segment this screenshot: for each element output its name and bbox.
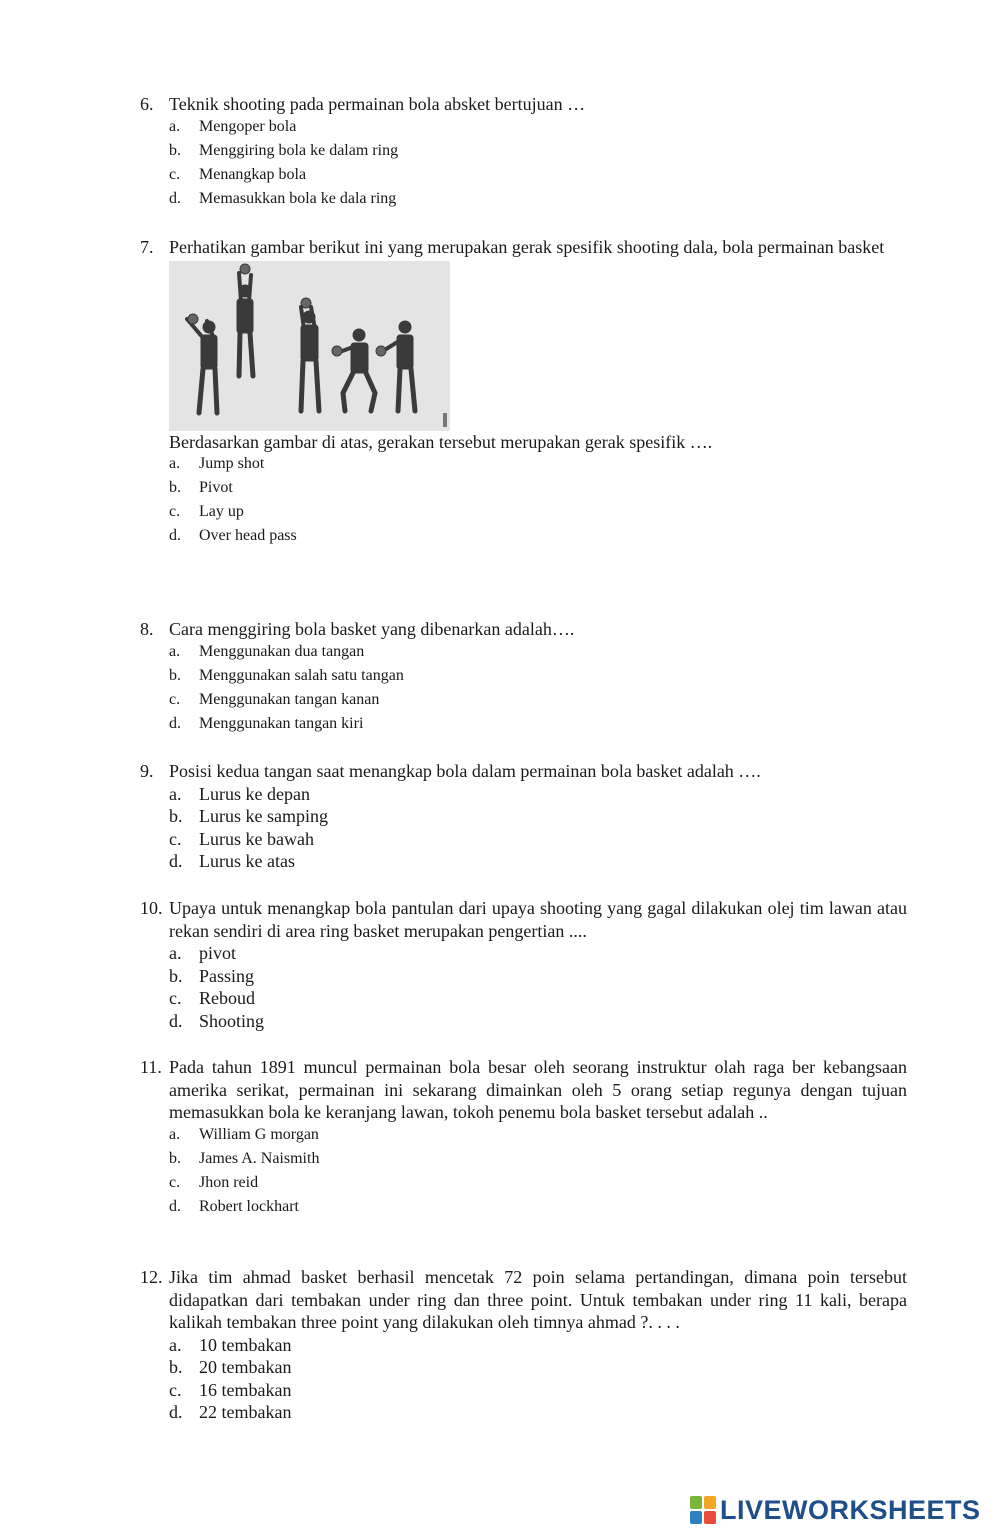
option-d[interactable] xyxy=(169,1010,907,1033)
option-c[interactable] xyxy=(169,1379,907,1402)
option-text: Mengoper bola xyxy=(199,117,297,135)
liveworksheets-logo[interactable] xyxy=(690,1494,981,1526)
question-header xyxy=(140,1266,907,1334)
option-letter: b. xyxy=(169,478,181,496)
option-a[interactable] xyxy=(169,116,907,140)
option-text: 10 tembakan xyxy=(199,1334,292,1355)
question-header xyxy=(140,1056,907,1124)
option-letter: d. xyxy=(169,526,181,544)
option-text: Lurus ke depan xyxy=(199,783,310,804)
option-text: Pivot xyxy=(199,478,233,496)
question-header xyxy=(140,236,907,259)
option-letter: d. xyxy=(169,1197,181,1215)
options-list xyxy=(140,783,907,873)
option-d[interactable] xyxy=(169,525,907,549)
option-letter: a. xyxy=(169,783,182,804)
question-header xyxy=(140,618,907,641)
option-text: 20 tembakan xyxy=(199,1357,292,1377)
question-text: Cara menggiring bola basket yang dibenarkan adalah…. xyxy=(169,619,575,639)
question-text: Upaya untuk menangkap bola pantulan dari upaya shooting yang gagal dilakukan olej tim lawan atau rekan sendiri di area ring basket merupakan pengertian .... xyxy=(169,898,907,941)
option-text: Jump shot xyxy=(199,454,265,472)
brand-name: LIVEWORKSHEETS xyxy=(720,1494,981,1525)
option-b[interactable] xyxy=(169,805,907,828)
question-7 xyxy=(140,236,907,549)
option-letter: c. xyxy=(169,502,181,520)
option-text: 16 tembakan xyxy=(199,1379,292,1400)
option-a[interactable] xyxy=(169,1124,907,1148)
option-letter: a. xyxy=(169,642,181,660)
question-text: Posisi kedua tangan saat menangkap bola dalam permainan bola basket adalah …. xyxy=(169,761,761,781)
option-c[interactable] xyxy=(169,689,907,713)
option-text: Passing xyxy=(199,965,255,986)
option-text: Menggunakan tangan kanan xyxy=(199,690,380,708)
question-11 xyxy=(140,1056,907,1220)
option-a[interactable] xyxy=(169,783,907,806)
option-c[interactable] xyxy=(169,164,907,188)
option-letter: d. xyxy=(169,1402,183,1422)
option-letter: c. xyxy=(169,988,182,1008)
option-letter: c. xyxy=(169,1173,181,1191)
question-number: 7. xyxy=(140,237,154,257)
option-letter: a. xyxy=(169,1334,182,1355)
option-letter: d. xyxy=(169,851,183,871)
option-text: Jhon reid xyxy=(199,1173,259,1191)
question-number: 6. xyxy=(140,94,154,114)
option-a[interactable] xyxy=(169,641,907,665)
option-d[interactable] xyxy=(169,1196,907,1220)
question-10 xyxy=(140,897,907,1032)
option-text: Reboud xyxy=(199,988,255,1008)
option-letter: d. xyxy=(169,189,181,207)
option-letter: a. xyxy=(169,117,181,135)
question-header xyxy=(140,93,907,116)
question-number: 11. xyxy=(140,1057,162,1077)
option-letter: b. xyxy=(169,806,183,826)
option-text: Menggunakan tangan kiri xyxy=(199,714,364,732)
option-letter: a. xyxy=(169,454,181,472)
question-number: 12. xyxy=(140,1267,163,1287)
option-d[interactable] xyxy=(169,850,907,873)
option-text: William G morgan xyxy=(199,1125,319,1143)
option-text: Menggiring bola ke dalam ring xyxy=(199,141,399,159)
option-letter: d. xyxy=(169,1010,183,1031)
options-list xyxy=(140,453,907,549)
question-text: Jika tim ahmad basket berhasil mencetak 72 poin selama pertandingan, dimana poin tersebut didapatkan dari tembakan under ring dan three point. Untuk tembakan under ring 11 kali, berapa kalikah tembakan three point yang dilakukan oleh timnya ahmad ?. . . . xyxy=(169,1267,907,1332)
option-b[interactable] xyxy=(169,665,907,689)
option-c[interactable] xyxy=(169,501,907,525)
question-number: 8. xyxy=(140,619,154,639)
option-a[interactable] xyxy=(169,453,907,477)
option-text: Over head pass xyxy=(199,526,297,544)
option-text: Lurus ke bawah xyxy=(199,828,314,849)
option-b[interactable] xyxy=(169,477,907,501)
option-text: Lurus ke samping xyxy=(199,806,328,826)
option-d[interactable] xyxy=(169,188,907,212)
question-header xyxy=(140,897,907,942)
basketball-shooting-figure xyxy=(169,261,450,431)
option-d[interactable] xyxy=(169,713,907,737)
option-text: Memasukkan bola ke dala ring xyxy=(199,189,397,207)
options-list xyxy=(140,641,907,737)
liveworksheets-logo-icon xyxy=(690,1496,716,1524)
option-letter: b. xyxy=(169,1149,181,1167)
option-b[interactable] xyxy=(169,965,907,988)
question-number: 10. xyxy=(140,898,163,918)
option-c[interactable] xyxy=(169,828,907,851)
option-d[interactable] xyxy=(169,1401,907,1424)
option-text: Shooting xyxy=(199,1010,265,1031)
question-text: Perhatikan gambar berikut ini yang merupakan gerak spesifik shooting dala, bola permainan basket xyxy=(169,237,885,257)
question-text: Teknik shooting pada permainan bola absket bertujuan … xyxy=(169,94,586,114)
option-letter: a. xyxy=(169,943,182,963)
option-a[interactable] xyxy=(169,1334,907,1357)
option-text: pivot xyxy=(199,943,237,963)
options-list xyxy=(140,1334,907,1424)
option-letter: c. xyxy=(169,1379,182,1400)
option-letter: d. xyxy=(169,714,181,732)
options-list xyxy=(140,116,907,212)
options-list xyxy=(140,1124,907,1220)
question-9 xyxy=(140,760,907,873)
question-8 xyxy=(140,618,907,737)
option-letter: c. xyxy=(169,165,181,183)
question-header xyxy=(140,760,907,783)
option-letter: b. xyxy=(169,965,183,986)
figure-followup-text: Berdasarkan gambar di atas, gerakan tersebut merupakan gerak spesifik …. xyxy=(169,431,713,452)
option-c[interactable] xyxy=(169,1172,907,1196)
options-list xyxy=(140,942,907,1032)
option-c[interactable] xyxy=(169,987,907,1010)
option-text: Menggunakan salah satu tangan xyxy=(199,666,404,684)
option-text: Menggunakan dua tangan xyxy=(199,642,365,660)
question-6 xyxy=(140,93,907,212)
option-text: 22 tembakan xyxy=(199,1402,292,1422)
option-text: Robert lockhart xyxy=(199,1197,299,1215)
option-text: Menangkap bola xyxy=(199,165,307,183)
option-text: Lay up xyxy=(199,502,244,520)
question-number: 9. xyxy=(140,761,154,781)
option-text: James A. Naismith xyxy=(199,1149,320,1167)
option-a[interactable] xyxy=(169,942,907,965)
option-letter: c. xyxy=(169,690,181,708)
option-b[interactable] xyxy=(169,1356,907,1379)
option-letter: a. xyxy=(169,1125,181,1143)
option-text: Lurus ke atas xyxy=(199,851,295,871)
option-letter: b. xyxy=(169,1357,183,1377)
question-text: Pada tahun 1891 muncul permainan bola besar oleh seorang instruktur olah raga ber kebangsaan amerika serikat, permainan ini sekarang dimainkan oleh 5 orang setiap regunya dengan tujuan memasukkan bola ke keranjang lawan, tokoh penemu bola basket tersebut adalah .. xyxy=(169,1057,907,1122)
option-b[interactable] xyxy=(169,140,907,164)
option-letter: c. xyxy=(169,828,182,849)
option-letter: b. xyxy=(169,666,181,684)
question-12 xyxy=(140,1266,907,1424)
option-letter: b. xyxy=(169,141,181,159)
option-b[interactable] xyxy=(169,1148,907,1172)
